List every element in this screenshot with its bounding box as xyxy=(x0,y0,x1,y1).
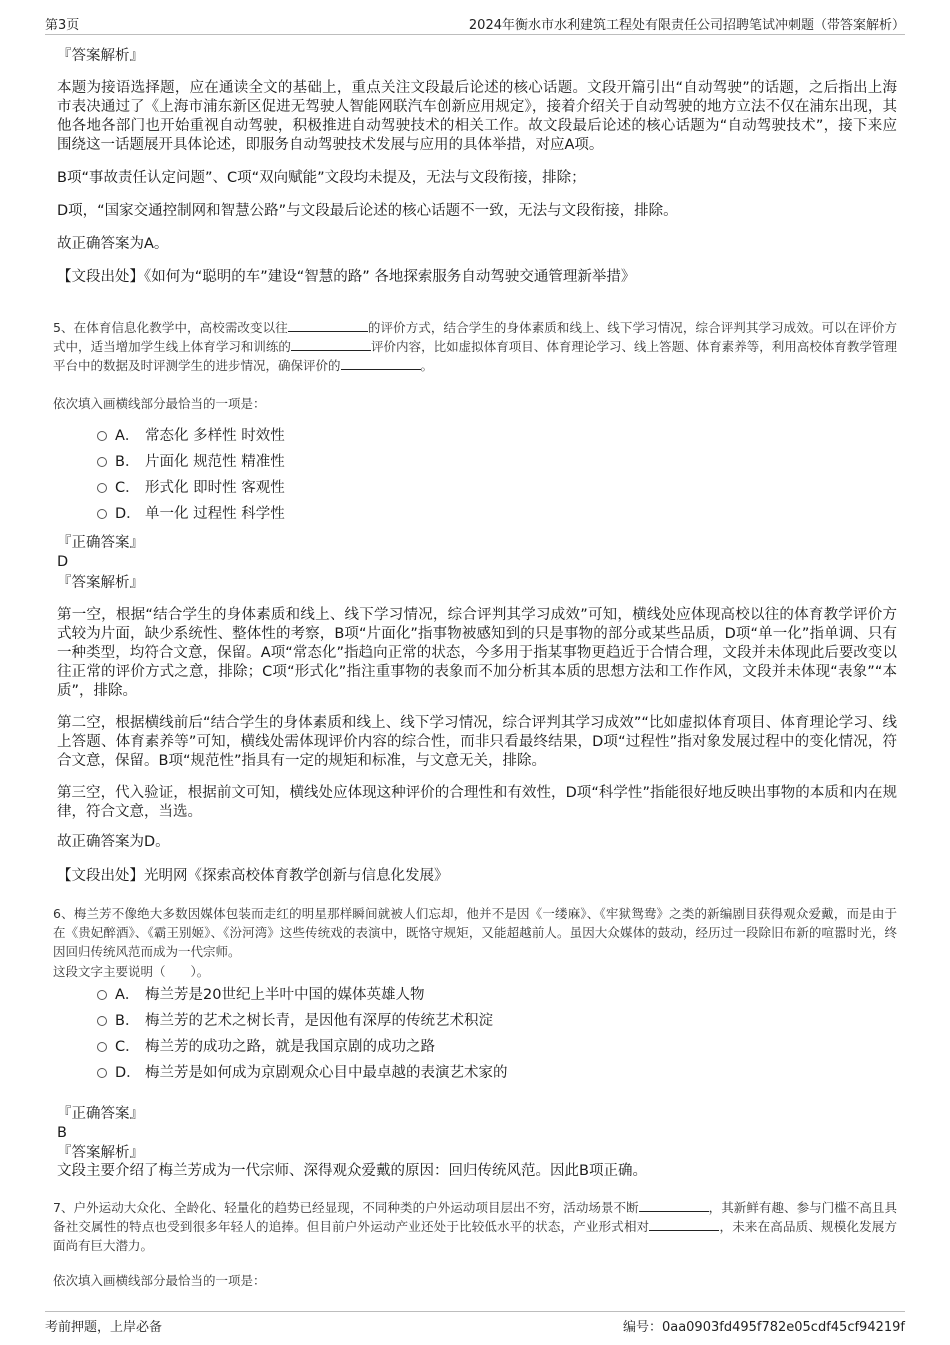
q5-source: 【文段出处】光明网《探索高校体育教学创新与信息化发展》 xyxy=(57,868,449,884)
q5-option-c[interactable]: C． 形式化 即时性 客观性 xyxy=(57,475,757,501)
q4-source: 【文段出处】《如何为“聪明的车”建设“智慧的路” 各地探索服务自动驾驶交通管理新举措》 xyxy=(57,269,636,285)
page-footer xyxy=(45,1311,905,1338)
correct-answer-label: 『正确答案』 xyxy=(57,1106,144,1122)
q6-stem: 6、梅兰芳不像绝大多数因媒体包装而走红的明星那样瞬间就被人们忘却，他并不是因《一缕麻》、《牢狱鸳鸯》之类的新编剧目获得观众爱戴，而是由于在《贵妃醉酒》、《霸王别姬》、《汾河湾》这些传统戏的表演中，既恪守规矩，又能超越前人。虽因大众媒体的鼓动，经历过一段除旧布新的喧嚣时光，终因回归传统风范而成为一代宗师。 xyxy=(53,906,897,959)
page-header xyxy=(45,12,905,35)
q4-answer-statement: 故正确答案为A。 xyxy=(57,236,169,252)
q5-options xyxy=(57,423,757,527)
q5-answer: D xyxy=(57,554,69,570)
q5-option-a[interactable]: A． 常态化 多样性 时效性 xyxy=(57,423,757,449)
q5-option-d[interactable]: D． 单一化 过程性 科学性 xyxy=(57,501,757,527)
blank-2[interactable] xyxy=(291,338,371,351)
radio-icon[interactable] xyxy=(97,431,107,441)
blank-1[interactable] xyxy=(639,1199,709,1212)
footer-slogan: 考前押题，上岸必备 xyxy=(45,1320,163,1335)
q6-option-a[interactable]: A． 梅兰芳是20世纪上半叶中国的媒体英雄人物 xyxy=(57,982,757,1008)
radio-icon[interactable] xyxy=(97,457,107,467)
q4-analysis-p1: 本题为接语选择题，应在通读全文的基础上，重点关注文段最后论述的核心话题。文段开篇引出“自动驾驶”的话题，之后指出上海市表决通过了《上海市浦东新区促进无驾驶人智能网联汽车创新应用规定》，接着介绍关于自动驾驶的地方立法不仅在浦东出现，其他各地各部门也开始重视自动驾驶，积极推进自动驾驶技术的相关工作。故文段最后论述的核心话题为“自动驾驶技术”，接下来应围绕这一话题展开具体论述，即服务自动驾驶技术发展与应用的具体举措，对应A项。 xyxy=(57,80,897,153)
analysis-label: 『答案解析』 xyxy=(57,1145,144,1161)
q5-stem: 5、在体育信息化教学中，高校需改变以往 的评价方式，结合学生的身体素质和线上、线下学习情况，综合评判其学习成效。可以在评价方式中，适当增加学生线上体育学习和训练的 评价内容，比如虚拟体育项目、体育理论学习、线上答题、体育素养等，利用高校体育教学管理平台中的数据及时评测学生的进步情况，确保评价的 。 xyxy=(53,320,897,373)
correct-answer-label: 『正确答案』 xyxy=(57,535,144,551)
analysis-label: 『答案解析』 xyxy=(57,48,144,64)
radio-icon[interactable] xyxy=(97,509,107,519)
blank-1[interactable] xyxy=(288,319,368,332)
q5-answer-statement: 故正确答案为D。 xyxy=(57,834,170,850)
q6-option-c[interactable]: C． 梅兰芳的成功之路，就是我国京剧的成功之路 xyxy=(57,1034,757,1060)
q5-analysis-p2: 第二空，根据横线前后“结合学生的身体素质和线上、线下学习情况，综合评判其学习成效”“比如虚拟体育项目、体育理论学习、线上答题、体育素养等”可知，横线处需体现评价内容的综合性，而非只看最终结果，D项“过程性”指对象发展过程中的变化情况，符合文意，保留。B项“规范性”指具有一定的规矩和标准，与文意无关，排除。 xyxy=(57,715,897,769)
q4-analysis-p2: B项“事故责任认定问题”、C项“双向赋能”文段均未提及，无法与文段衔接，排除； xyxy=(57,170,586,186)
page-number: 第3页 xyxy=(45,18,80,33)
q4-analysis-p3: D项，“国家交通控制网和智慧公路”与文段最后论述的核心话题不一致，无法与文段衔接，排除。 xyxy=(57,203,678,219)
radio-icon[interactable] xyxy=(97,1042,107,1052)
q6-option-d[interactable]: D． 梅兰芳是如何成为京剧观众心目中最卓越的表演艺术家的 xyxy=(57,1060,757,1086)
q5-prompt: 依次填入画横线部分最恰当的一项是： xyxy=(53,396,266,411)
radio-icon[interactable] xyxy=(97,990,107,1000)
q6-analysis: 文段主要介绍了梅兰芳成为一代宗师、深得观众爱戴的原因：回归传统风范。因此B项正确。 xyxy=(57,1163,647,1179)
q6-option-b[interactable]: B． 梅兰芳的艺术之树长青，是因他有深厚的传统艺术积淀 xyxy=(57,1008,757,1034)
radio-icon[interactable] xyxy=(97,1068,107,1078)
analysis-label: 『答案解析』 xyxy=(57,575,144,591)
q7-prompt: 依次填入画横线部分最恰当的一项是： xyxy=(53,1273,266,1288)
blank-2[interactable] xyxy=(649,1218,719,1231)
q5-analysis-p1: 第一空，根据“结合学生的身体素质和线上、线下学习情况，综合评判其学习成效”可知，横线处应体现高校以往的体育教学评价方式较为片面，缺少系统性、整体性的考察，B项“片面化”指事物被感知到的只是事物的部分或某些品质，D项“单一化”指单调、只有一种类型，均符合文意，保留。A项“常态化”指趋向正常的状态，今多用于指某事物更趋近于合情合理，文段并未体现此后要改变以往正常的评价方式之意，排除；C项“形式化”指注重事物的表象而不加分析其本质的思想方法和工作作风，文段并未体现“表象”“本质”，排除。 xyxy=(57,607,897,699)
q7-stem: 7、户外运动大众化、全龄化、轻量化的趋势已经显现，不同种类的户外运动项目层出不穷，活动场景不断 ，其新鲜有趣、参与门槛不高且具备社交属性的特点也受到很多年轻人的追捧。但目前户外运动产业还处于比较低水平的状态，产业形式相对 ，未来在高品质、规模化发展方面尚有巨大潜力。 xyxy=(53,1200,897,1253)
q5-option-b[interactable]: B． 片面化 规范性 精准性 xyxy=(57,449,757,475)
q6-prompt: 这段文字主要说明（ ）。 xyxy=(53,964,210,979)
document-title: 2024年衡水市水利建筑工程处有限责任公司招聘笔试冲刺题（带答案解析） xyxy=(468,18,905,33)
blank-3[interactable] xyxy=(341,357,421,370)
q5-analysis-p3: 第三空，代入验证，根据前文可知，横线处应体现这种评价的合理性和有效性，D项“科学性”指能很好地反映出事物的本质和内在规律，符合文意，当选。 xyxy=(57,785,897,820)
footer-serial: 编号：0aa0903fd495f782e05cdf45cf94219f xyxy=(622,1320,905,1335)
radio-icon[interactable] xyxy=(97,1016,107,1026)
q6-options xyxy=(57,982,757,1086)
radio-icon[interactable] xyxy=(97,483,107,493)
q6-answer: B xyxy=(57,1125,67,1141)
